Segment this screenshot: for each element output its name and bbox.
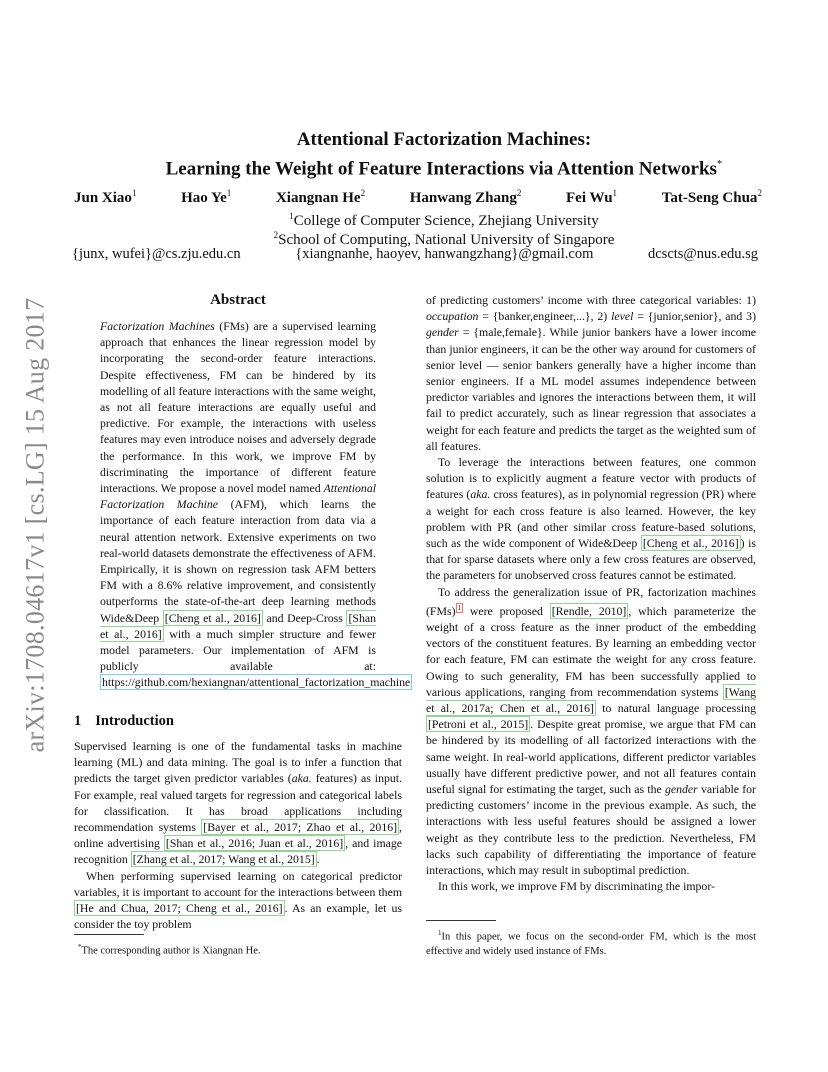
- body-text: ) is that for sparse datasets where only a few cross features are observed, the parameters for unobserved cross features cannot be estimated.: [426, 536, 756, 583]
- author-list: [74, 188, 762, 207]
- body-text: When performing supervised learning on categorical predictor variables, it is important to account for the interactions between them: [74, 868, 402, 899]
- arxiv-identifier: arXiv:1708.04617v1 [cs.LG] 15 Aug 2017: [20, 297, 50, 753]
- math-variable: gender: [426, 325, 459, 340]
- footnote-mark: *: [78, 943, 82, 951]
- math-variable: gender: [664, 782, 698, 797]
- body-text: To address the generalization issue of PR, factorization machines (FMs): [426, 584, 756, 618]
- body-text: .: [316, 852, 320, 867]
- author-name: Hanwang Zhang: [409, 190, 517, 206]
- right-paragraph-3: [426, 584, 756, 879]
- body-italic: aka.: [470, 487, 491, 502]
- body-text: , and image recognition: [74, 836, 402, 867]
- author-affiliation-mark: 1: [612, 188, 618, 198]
- section-title: Introduction: [95, 713, 174, 729]
- title-line-1: Attentional Factorization Machines:: [296, 129, 592, 150]
- author: [662, 188, 762, 207]
- body-text: to natural language processing: [595, 701, 757, 715]
- paper-title: [60, 128, 828, 181]
- author-affiliation-mark: 2: [516, 188, 522, 198]
- email-zju: {junx, wufei}@cs.zju.edu.cn: [72, 246, 241, 262]
- introduction-heading: [74, 713, 174, 730]
- abstract-term-afm: Attentional Factorization Machine: [100, 481, 377, 512]
- author: [566, 188, 617, 207]
- footnote-link[interactable]: 1: [457, 603, 461, 612]
- author-name: Hao Ye: [181, 190, 227, 206]
- right-paragraph-1: [426, 292, 756, 454]
- citation-link[interactable]: [Zhang et al., 2017; Wang et al., 2015]: [132, 852, 315, 867]
- footnote-author: [78, 940, 398, 959]
- math-variable: level: [611, 309, 634, 324]
- body-text: . Despite great promise, we argue that FM can be hindered by its modelling of all factorized interactions with the same weight. In real-world applications, different predictor variables usually have different predictive power, and not all features contain useful signal for estimating the target, such as the: [426, 717, 756, 797]
- body-text: cross features), as in polynomial regression (PR) where a weight for each cross feature is also learned. However, the key problem with PR (and other similar cross feature-based solutions, such as the wide component of Wide&Deep: [426, 487, 756, 551]
- abstract-body: [100, 318, 411, 691]
- intro-paragraph-1: [74, 738, 402, 868]
- author-affiliation-mark: 2: [757, 188, 762, 198]
- body-text: features) as input. For example, real valued targets for regression and categorical labels for classification. It has broad applications including recommendation systems: [74, 771, 402, 835]
- email-nus: dcscts@nus.edu.sg: [647, 246, 758, 262]
- right-paragraph-4: In this work, we improve FM by discriminating the impor-: [438, 879, 715, 894]
- citation-link[interactable]: [Wang et al., 2017a; Chen et al., 2016]: [426, 684, 756, 715]
- abstract-term-fm: Factorization Machines: [100, 319, 215, 333]
- body-text: = {junior,senior}, and 3): [633, 309, 756, 324]
- affiliation-text: College of Computer Science, Zhejiang University: [293, 213, 599, 229]
- body-text: = {male,female}. While junior bankers have a lower income than junior engineers, it can be the other way around for customers of senior level — senior bankers generally have a higher income than senior engineers. If a ML model assumes independence between predictor variables and ignores the interactions between them, it will fail to predict accurately, such as linear regression that associates a weight for each feature and predicts the target as the weighted sum of all features.: [426, 325, 756, 453]
- author: [410, 188, 522, 207]
- footnote-rule: [426, 920, 496, 921]
- body-text: To leverage the interactions between features, one common solution is to explicitly augment a feature vector with products of features (: [426, 455, 756, 502]
- body-italic: aka.: [291, 771, 312, 786]
- email-gmail: {xiangnanhe, haoyev, hanwangzhang}@gmail.com: [295, 246, 594, 262]
- author-affiliation-mark: 1: [226, 188, 232, 198]
- title-footnote-mark: *: [716, 158, 723, 170]
- affiliation-mark: 2: [273, 230, 279, 240]
- body-text: of predicting customers’ income with three categorical variables: 1): [426, 293, 756, 307]
- right-paragraph-2: [426, 454, 756, 584]
- author: [276, 188, 365, 207]
- body-text: , which parameterize the weight of a cross feature as the inner product of the embedding vectors of the constituent features. By learning an embedding vector for each feature, FM can estimate the weight for any cross feature. Owing to such generality, FM has been successfully applied to various applications, ranging from recommendation systems: [426, 603, 757, 699]
- author-affiliation-mark: 2: [360, 188, 366, 198]
- footnote-fm: [426, 926, 756, 959]
- abstract-text: (FMs) are a supervised learning approach that enhances the linear regression model by incorporating the second-order feature interactions. Despite effectiveness, FM can be hindered by its modelling of all feature interactions with the same weight, as not all feature interactions are equally useful and predictive. For example, the interactions with useless features may even introduce noises and adversely degrade the performance. In this work, we improve FM by discriminating the importance of different feature interactions. We propose a novel model named: [100, 319, 376, 496]
- body-text: variable for predicting customers’ income in the previous example. As such, the interactions with less useful features should be assigned a lower weight as they contribute less to the prediction. Nevertheless, FM lacks such capability of differentiating the importance of feature interactions, which may result in suboptimal prediction.: [426, 782, 756, 878]
- affiliation-mark: 1: [289, 211, 294, 221]
- citation-link[interactable]: [Petroni et al., 2015]: [428, 717, 529, 732]
- affiliation-text: School of Computing, National University of Singapore: [278, 232, 615, 248]
- abstract-heading: Abstract: [210, 292, 266, 308]
- body-text: , online advertising: [74, 820, 402, 851]
- citation-link[interactable]: [Shan et al., 2016]: [100, 610, 377, 641]
- citation-link[interactable]: [Rendle, 2010]: [551, 603, 627, 618]
- citation-link[interactable]: [Cheng et al., 2016]: [642, 536, 739, 551]
- email-list: [72, 246, 758, 263]
- citation-link[interactable]: [Cheng et al., 2016]: [164, 610, 261, 625]
- math-variable: occupation: [426, 309, 479, 324]
- right-column: [426, 292, 756, 894]
- title-line-2-text: Learning the Weight of Feature Interactions via Attention Networks: [165, 158, 717, 180]
- title-line-2: [60, 152, 828, 181]
- intro-paragraph-2: [74, 868, 402, 933]
- github-link[interactable]: https://github.com/hexiangnan/attentional_factorization_machine: [102, 675, 411, 690]
- citation-link[interactable]: [Bayer et al., 2017; Zhao et al., 2016]: [203, 820, 398, 835]
- author-name: Fei Wu: [566, 190, 613, 206]
- author: [181, 188, 231, 207]
- body-text: were proposed: [463, 603, 550, 618]
- abstract-text: with a much simpler structure and fewer model parameters. Our implementation of AFM is publicly available at:: [100, 626, 376, 674]
- section-number: 1: [74, 713, 82, 729]
- author-name: Jun Xiao: [74, 190, 132, 206]
- author-name: Tat-Seng Chua: [661, 190, 758, 206]
- footnote-text: The corresponding author is Xiangnan He.: [81, 945, 261, 957]
- body-text: = {banker,engineer,...}, 2): [478, 309, 612, 324]
- author: [74, 188, 136, 207]
- author-affiliation-mark: 1: [131, 188, 137, 198]
- abstract-text: (AFM), which learns the importance of each feature interaction from data via a neural attention network. Extensive experiments on two real-world datasets demonstrate the effectiveness of AFM. Empirically, it is shown on regression task AFM betters FM with a 8.6% relative improvement, and consistently outperforms the state-of-the-art deep learning methods Wide&Deep: [100, 497, 376, 625]
- footnote-mark: 1: [438, 929, 442, 937]
- abstract-text: and Deep-Cross: [262, 610, 347, 625]
- footnote-rule: [74, 934, 144, 935]
- introduction-left-column: [74, 738, 402, 932]
- citation-link[interactable]: [Shan et al., 2016; Juan et al., 2016]: [165, 836, 344, 851]
- citation-link[interactable]: [He and Chua, 2017; Cheng et al., 2016]: [76, 901, 283, 916]
- body-text: Supervised learning is one of the fundamental tasks in machine learning (ML) and data mining. The goal is to infer a function that predicts the target given predictor variables (: [74, 739, 402, 786]
- author-name: Xiangnan He: [275, 190, 361, 206]
- footnote-text: In this paper, we focus on the second-order FM, which is the most effective and widely used instance of FMs.: [426, 931, 756, 957]
- arxiv-sidebar: [20, 285, 50, 765]
- body-text: . As an example, let us consider the toy problem: [74, 901, 402, 932]
